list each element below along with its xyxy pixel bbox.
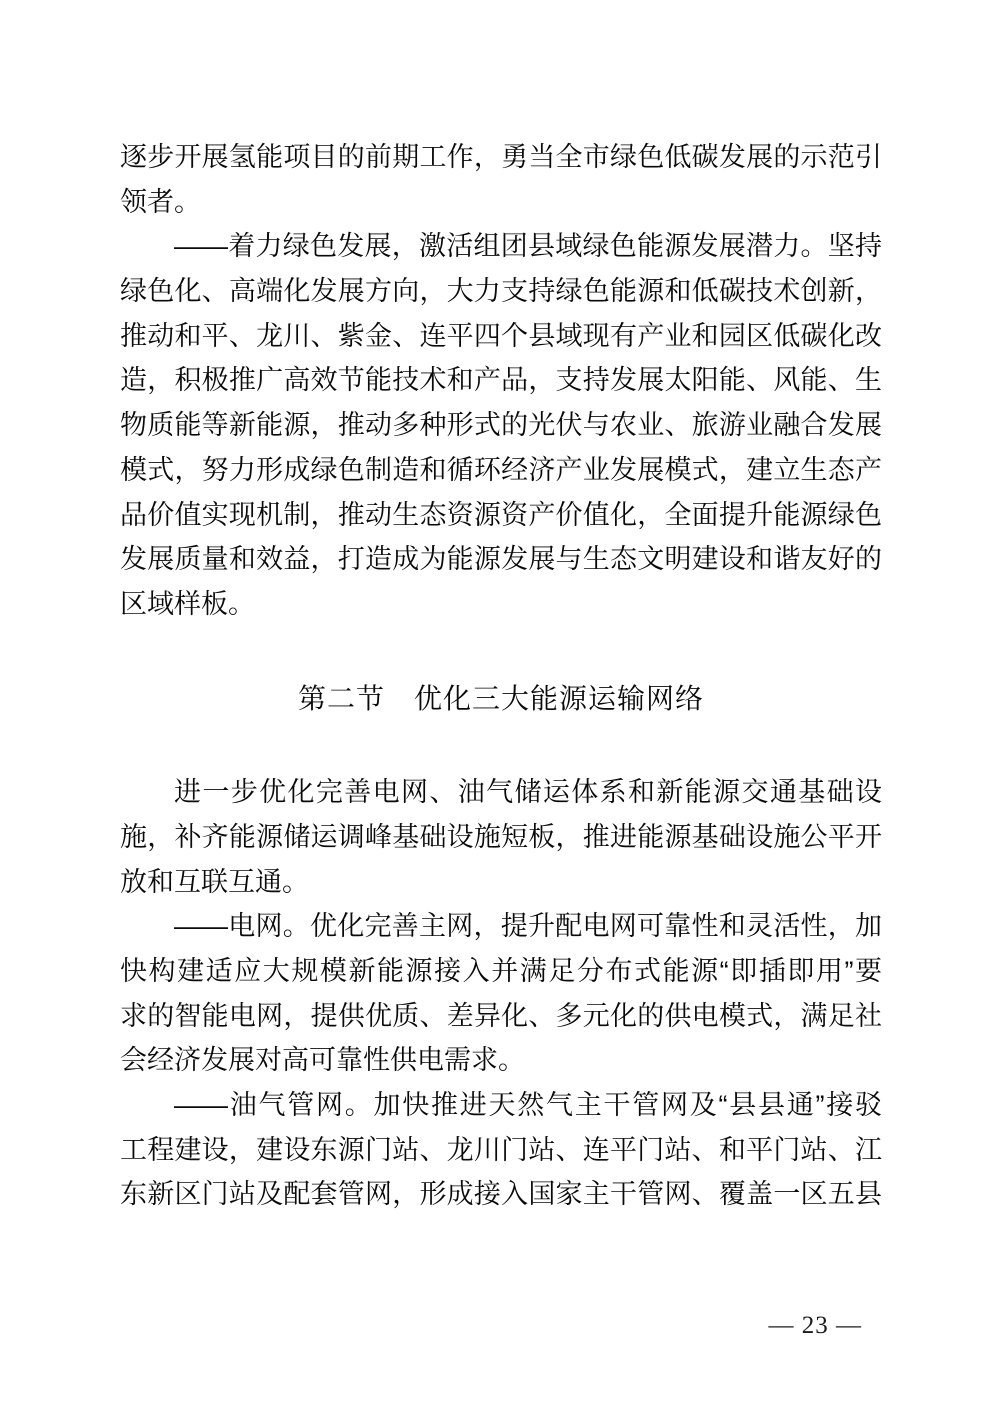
body-line: 领者。 — [120, 186, 201, 217]
body-line: 快构建适应大规模新能源接入并满足分布式能源“即插即用”要 — [120, 956, 882, 986]
page-number: — 23 — — [768, 1312, 862, 1339]
body-line: ——着力绿色发展，激活组团县域绿色能源发展潜力。坚持 — [174, 231, 882, 262]
body-line: ——电网。优化完善主网，提升配电网可靠性和灵活性，加 — [174, 911, 882, 942]
section-heading: 第二节 优化三大能源运输网络 — [297, 682, 704, 714]
body-line: 会经济发展对高可靠性供电需求。 — [120, 1045, 525, 1076]
body-line: 模式，努力形成绿色制造和循环经济产业发展模式，建立生态产 — [120, 454, 882, 485]
body-line: 绿色化、高端化发展方向，大力支持绿色能源和低碳技术创新， — [120, 276, 882, 307]
body-line: 发展质量和效益，打造成为能源发展与生态文明建设和谐友好的 — [120, 544, 882, 575]
body-line: 区域样板。 — [120, 588, 255, 619]
body-line: ——油气管网。加快推进天然气主干管网及“县县通”接驳 — [174, 1090, 882, 1121]
document-body — [120, 135, 882, 1217]
body-line: 求的智能电网，提供优质、差异化、多元化的供电模式，满足社 — [120, 1000, 882, 1031]
body-line: 品价值实现机制，推动生态资源资产价值化，全面提升能源绿色 — [120, 499, 882, 530]
body-line: 施，补齐能源储运调峰基础设施短板，推进能源基础设施公平开 — [120, 821, 882, 852]
body-line: 工程建设，建设东源门站、龙川门站、连平门站、和平门站、江 — [120, 1134, 882, 1165]
body-line: 进一步优化完善电网、油气储运体系和新能源交通基础设 — [174, 777, 882, 808]
body-line: 物质能等新能源，推动多种形式的光伏与农业、旅游业融合发展 — [120, 410, 882, 441]
body-line: 推动和平、龙川、紫金、连平四个县域现有产业和园区低碳化改 — [120, 320, 882, 351]
body-line: 放和互联互通。 — [120, 866, 309, 897]
body-line: 东新区门站及配套管网，形成接入国家主干管网、覆盖一区五县 — [120, 1179, 882, 1210]
body-line: 造，积极推广高效节能技术和产品，支持发展太阳能、风能、生 — [120, 365, 882, 396]
body-line: 逐步开展氢能项目的前期工作，勇当全市绿色低碳发展的示范引 — [120, 142, 882, 172]
